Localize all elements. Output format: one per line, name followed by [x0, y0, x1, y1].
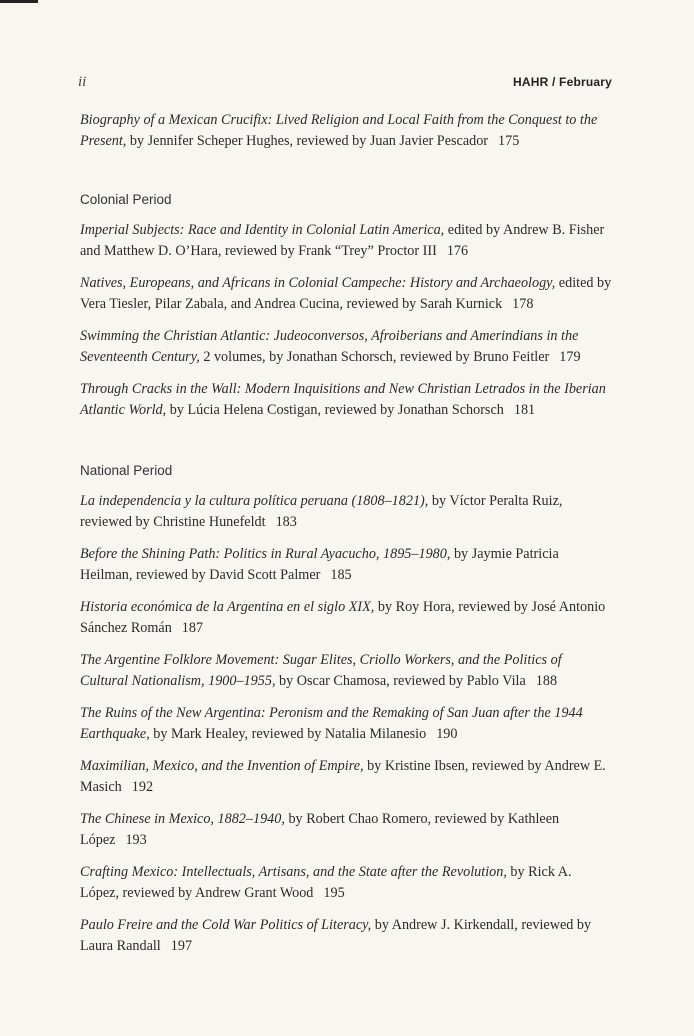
book-title: La independencia y la cultura política peruana (1808–1821), — [80, 493, 429, 509]
book-title: Natives, Europeans, and Africans in Colonial Campeche: History and Archaeology, — [80, 275, 556, 291]
book-title: The Argentine Folklore Movement: Sugar Elites, Criollo Workers, and the Politics of Cultural Nationalism, 1900–1955, — [80, 652, 562, 689]
entry-page: 190 — [436, 726, 458, 742]
entry-page: 195 — [323, 885, 345, 901]
entry-credits: edited by Andrew B. Fisher and Matthew D. O’Hara, reviewed by Frank “Trey” Proctor III — [80, 222, 605, 259]
review-entry — [78, 915, 612, 957]
book-title: Imperial Subjects: Race and Identity in Colonial Latin America, — [80, 222, 445, 238]
entry-credits: by Jennifer Scheper Hughes, reviewed by Juan Javier Pescador — [126, 133, 489, 149]
entry-credits: by Rick A. López, reviewed by Andrew Grant Wood — [80, 864, 572, 901]
review-entry — [78, 220, 612, 262]
review-entry — [78, 544, 612, 586]
review-entry — [78, 273, 612, 315]
book-title: Historia económica de la Argentina en el siglo XIX, — [80, 599, 375, 615]
entry-page: 185 — [330, 567, 352, 583]
section-heading-national: National Period — [80, 463, 173, 478]
entry-page: 188 — [535, 673, 558, 689]
section-heading-colonial: Colonial Period — [80, 192, 172, 207]
entry-page: 175 — [498, 133, 520, 149]
review-entry — [78, 597, 612, 639]
running-head: HAHR / February — [512, 75, 612, 89]
book-title: Before the Shining Path: Politics in Rural Ayacucho, 1895–1980, — [80, 546, 451, 562]
book-title: Through Cracks in the Wall: Modern Inquisitions and New Christian Letrados in the Iberian Atlantic World, — [80, 381, 606, 418]
review-entry — [78, 491, 612, 533]
entry-credits: by Oscar Chamosa, reviewed by Pablo Vila — [275, 673, 526, 689]
entry-page: 193 — [125, 832, 147, 848]
review-entry — [78, 809, 612, 851]
entry-page: 197 — [170, 938, 193, 954]
entry-page: 178 — [512, 296, 534, 312]
book-title: Maximilian, Mexico, and the Invention of Empire, — [80, 758, 364, 774]
contents-page — [78, 74, 612, 957]
entry-credits: edited by Vera Tiesler, Pilar Zabala, and Andrea Cucina, reviewed by Sarah Kurnick — [80, 275, 612, 312]
entry-page: 183 — [275, 514, 297, 530]
entry-page: 192 — [131, 779, 154, 795]
entry-credits: by Víctor Peralta Ruiz, reviewed by Christine Hunefeldt — [80, 493, 563, 530]
entry-credits: 2 volumes, by Jonathan Schorsch, reviewed by Bruno Feitler — [199, 349, 550, 365]
entry-page: 187 — [181, 620, 204, 636]
entry-page: 176 — [446, 243, 469, 259]
entry-credits: by Jaymie Patricia Heilman, reviewed by David Scott Palmer — [80, 546, 559, 583]
entry-credits: by Kristine Ibsen, reviewed by Andrew E. Masich — [80, 758, 606, 795]
entry-credits: by Andrew J. Kirkendall, reviewed by Laura Randall — [80, 917, 592, 954]
review-entry — [78, 326, 612, 368]
entry-credits: by Mark Healey, reviewed by Natalia Milanesio — [149, 726, 427, 742]
book-title: Swimming the Christian Atlantic: Judeoconversos, Afroiberians and Amerindians in the Seventeenth Century, — [80, 328, 579, 365]
book-title: Paulo Freire and the Cold War Politics of Literacy, — [80, 917, 372, 933]
review-entry — [78, 110, 612, 152]
review-entry — [78, 379, 612, 421]
entry-credits: by Lúcia Helena Costigan, reviewed by Jonathan Schorsch — [166, 402, 504, 418]
review-entry — [78, 756, 612, 798]
book-title: The Ruins of the New Argentina: Peronism and the Remaking of San Juan after the 1944 Earthquake, — [80, 705, 583, 742]
page-header — [78, 74, 612, 98]
entry-page: 179 — [559, 349, 581, 365]
book-title: The Chinese in Mexico, 1882–1940, — [80, 811, 285, 827]
review-entry — [78, 862, 612, 904]
page-number: ii — [78, 74, 87, 90]
book-title: Biography of a Mexican Crucifix: Lived Religion and Local Faith from the Conquest to the Present, — [80, 112, 598, 149]
entry-credits: by Robert Chao Romero, reviewed by Kathleen López — [80, 811, 560, 848]
review-entry — [78, 650, 612, 692]
corner-mark — [0, 0, 38, 3]
entry-page: 181 — [513, 402, 536, 418]
book-title: Crafting Mexico: Intellectuals, Artisans, and the State after the Revolution, — [80, 864, 507, 880]
entry-credits: by Roy Hora, reviewed by José Antonio Sánchez Román — [80, 599, 606, 636]
review-entry — [78, 703, 612, 745]
